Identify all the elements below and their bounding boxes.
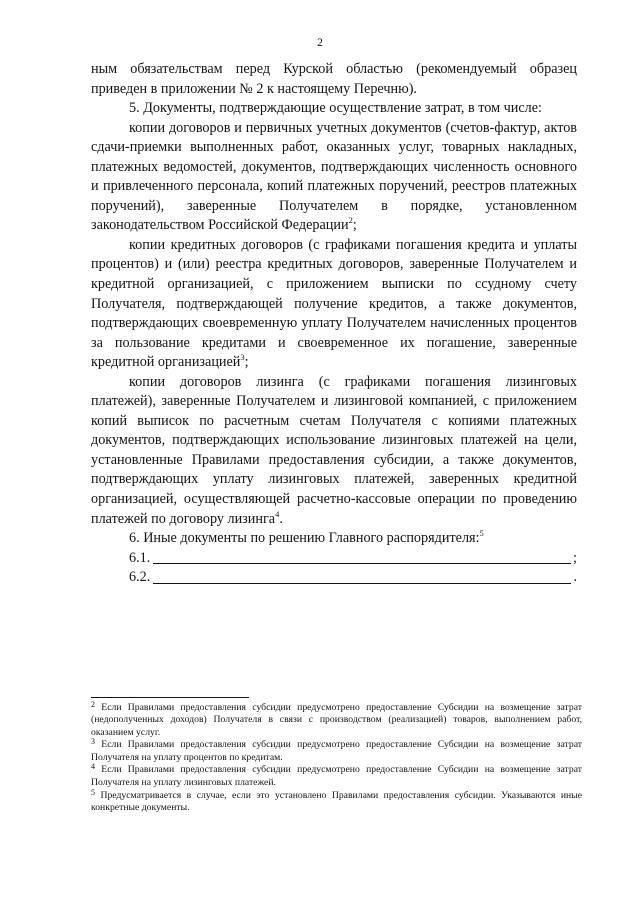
footnote-ref-5: 5	[479, 528, 484, 539]
footnote-5: $^5$ Предусматривается в случае, если это установлено Правилами предоставления субсидии. Указываются иные конкретные документы.	[91, 787, 582, 813]
footnote-2: $^2$ Если Правилами предоставления субсидии предусмотрено предоставление Субсидии на возмещение затрат (недополученных доходов) Получателя в связи с производством (реализацией) товаров, выполнением работ, оказанием услуг.	[91, 700, 582, 738]
blank-item-end: ;	[573, 549, 577, 566]
blank-item-label: 6.1.	[129, 549, 151, 566]
section-5-heading: 5. Документы, подтверждающие осуществление затрат, в том числе:	[129, 100, 542, 117]
blank-item-label: 6.2.	[129, 569, 151, 586]
blank-item-end: .	[573, 569, 577, 586]
fill-in-line	[153, 569, 571, 584]
footnotes	[91, 702, 582, 815]
document-body	[91, 60, 577, 588]
footnote-3: $^3$ Если Правилами предоставления субсидии предусмотрено предоставление Субсидии на возмещение затрат Получателя на уплату процентов по кредитам.	[91, 737, 582, 763]
footnote-ref-3: 3	[240, 352, 245, 363]
paragraph-credit-contracts: копии кредитных договоров (с графиками погашения кредита и уплаты процентов) и (или) реестра кредитных договоров, заверенные Получателем и кредитной организацией, с приложением выписки по ссудному счету Получателя, подтверждающей получение кредитов, а также документов, подтверждающих своевременную уплату Получателем начисленных процентов за пользование кредитами и своевременное их погашение, заверенные кредитной организацией$^3$;	[91, 236, 577, 371]
footnote-number: 4	[91, 762, 95, 772]
blank-item-6-2	[91, 568, 577, 588]
footnote-number: 2	[91, 700, 95, 709]
section-6-heading: 6. Иные документы по решению Главного распорядителя:$^5$	[129, 528, 484, 547]
footnote-ref-2: 2	[348, 215, 353, 226]
footnote-number: 5	[91, 787, 95, 797]
footnote-4: $^4$ Если Правилами предоставления субсидии предусмотрено предоставление Субсидии на возмещение затрат Получателя на уплату лизинговых платежей.	[91, 762, 582, 788]
paragraph-continuation: ным обязательствам перед Курской областью (рекомендуемый образец приведен в приложении № 2 к настоящему Перечню).	[91, 61, 577, 97]
blank-item-6-1	[91, 549, 577, 569]
paragraph-contracts-copies: копии договоров и первичных учетных документов (счетов-фактур, актов сдачи-приемки выполненных работ, оказанных услуг, товарных накладных, платежных ведомостей, документов, подтверждающих численность основного и привлеченного персонала, копий платежных поручений, реестров платежных поручений), заверенные Получателем в порядке, установленном законодательством Российской Федерации$^2$;	[91, 119, 577, 234]
page-number: 2	[317, 37, 323, 49]
footnote-number: 3	[91, 737, 95, 747]
footnote-ref-4: 4	[275, 508, 280, 519]
footnote-separator	[91, 697, 249, 698]
paragraph-leasing-contracts: копии договоров лизинга (с графиками погашения лизинговых платежей), заверенные Получателем и лизинговой компанией, с приложением копий выписок по расчетным счетам Получателя с копиями платежных документов, подтверждающих использование лизинговых платежей на цели, установленные Правилами предоставления субсидии, а также документов, подтверждающих уплату лизинговых платежей, заверенных кредитной организацией, осуществляющей расчетно-кассовые операции по проведению платежей по договору лизинга$^4$.	[91, 373, 577, 527]
fill-in-line	[153, 549, 571, 564]
